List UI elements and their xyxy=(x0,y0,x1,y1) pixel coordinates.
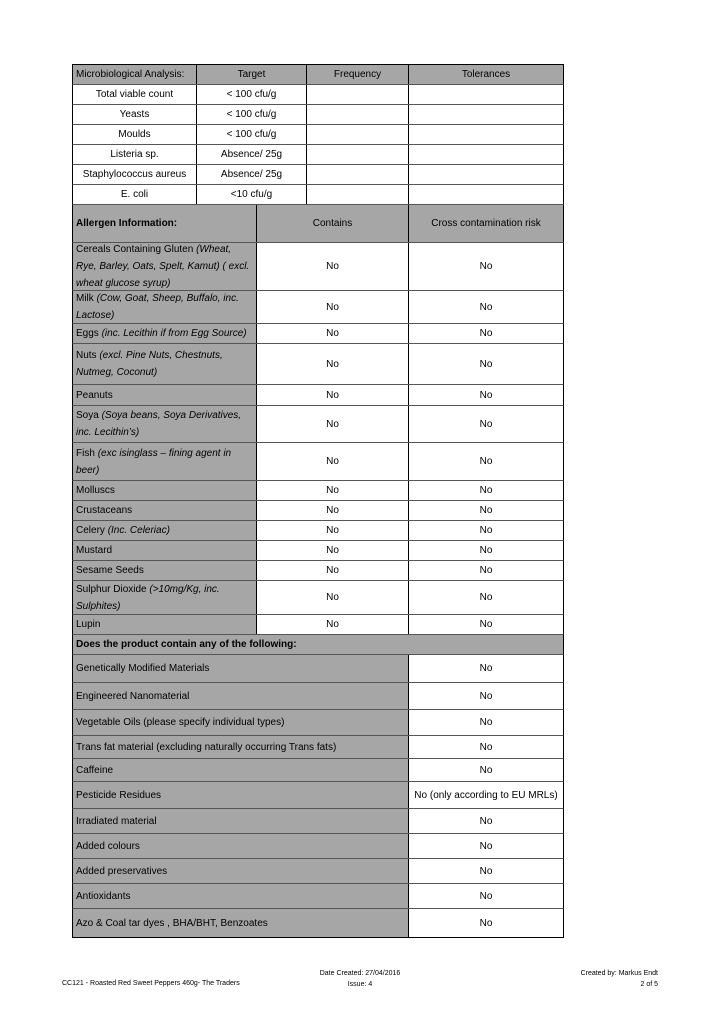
allergen-risk: No xyxy=(408,385,563,405)
allergen-name: Lupin xyxy=(73,615,256,634)
allergen-row xyxy=(72,561,564,581)
product-label: Caffeine xyxy=(73,759,408,781)
allergen-row xyxy=(72,481,564,501)
micro-target: < 100 cfu/g xyxy=(196,125,306,144)
allergen-name: Mustard xyxy=(73,541,256,560)
allergen-contains: No xyxy=(256,443,408,480)
micro-tolerance xyxy=(408,105,563,124)
micro-header-row xyxy=(72,64,564,85)
product-value: No xyxy=(408,809,563,833)
allergen-name: Eggs (inc. Lecithin if from Egg Source) xyxy=(73,324,256,343)
allergen-contains: No xyxy=(256,521,408,540)
micro-frequency xyxy=(306,105,408,124)
allergen-header-risk: Cross contamination risk xyxy=(408,205,563,242)
product-label: Antioxidants xyxy=(73,884,408,908)
micro-frequency xyxy=(306,125,408,144)
micro-name: Listeria sp. xyxy=(110,149,159,160)
product-label: Pesticide Residues xyxy=(73,782,408,808)
product-value: No xyxy=(408,655,563,682)
allergen-row xyxy=(72,615,564,635)
micro-header-target: Target xyxy=(196,65,306,84)
micro-target: < 100 cfu/g xyxy=(196,85,306,104)
allergen-name: Peanuts xyxy=(73,385,256,405)
micro-frequency xyxy=(306,85,408,104)
product-row xyxy=(72,655,564,683)
micro-tolerance xyxy=(408,165,563,184)
micro-name: E. coli xyxy=(120,189,149,200)
allergen-name: Sulphur Dioxide (>10mg/Kg, inc. Sulphites) xyxy=(73,581,256,614)
product-row xyxy=(72,884,564,909)
micro-target: Absence/ 25g xyxy=(196,145,306,164)
allergen-contains: No xyxy=(256,406,408,442)
allergen-name: Nuts (excl. Pine Nuts, Chestnuts, Nutmeg, Coconut) xyxy=(73,344,256,384)
allergen-header-row xyxy=(72,205,564,243)
product-row xyxy=(72,736,564,759)
allergen-risk: No xyxy=(408,521,563,540)
allergen-contains: No xyxy=(256,615,408,634)
product-row xyxy=(72,710,564,736)
micro-name: Staphylococcus aureus xyxy=(82,169,187,180)
allergen-name: Celery (Inc. Celeriac) xyxy=(73,521,256,540)
micro-row xyxy=(72,105,564,125)
micro-header-tolerances: Tolerances xyxy=(408,65,563,84)
product-label: Irradiated material xyxy=(73,809,408,833)
product-row xyxy=(72,859,564,884)
micro-row xyxy=(72,125,564,145)
product-label: Vegetable Oils (please specify individual types) xyxy=(73,710,408,735)
allergen-risk: No xyxy=(408,324,563,343)
product-value: No xyxy=(408,683,563,709)
allergen-contains: No xyxy=(256,541,408,560)
micro-target: Absence/ 25g xyxy=(196,165,306,184)
allergen-contains: No xyxy=(256,501,408,520)
allergen-header-label: Allergen Information: xyxy=(76,218,178,229)
spec-table xyxy=(72,64,564,938)
allergen-contains: No xyxy=(256,385,408,405)
allergen-contains: No xyxy=(256,243,408,290)
micro-header-label: Microbiological Analysis: xyxy=(76,69,185,80)
allergen-contains: No xyxy=(256,581,408,614)
product-label: Added colours xyxy=(73,834,408,858)
allergen-row xyxy=(72,344,564,385)
allergen-risk: No xyxy=(408,344,563,384)
product-label: Azo & Coal tar dyes , BHA/BHT, Benzoates xyxy=(73,909,408,937)
allergen-risk: No xyxy=(408,501,563,520)
allergen-row xyxy=(72,443,564,481)
allergen-risk: No xyxy=(408,581,563,614)
allergen-name: Cereals Containing Gluten (Wheat, Rye, Barley, Oats, Spelt, Kamut) ( excl. wheat glucose syrup) xyxy=(73,243,256,290)
product-value: No xyxy=(408,710,563,735)
allergen-row xyxy=(72,581,564,615)
product-heading-row xyxy=(72,635,564,655)
micro-name: Total viable count xyxy=(95,89,174,100)
product-value: No xyxy=(408,884,563,908)
allergen-contains: No xyxy=(256,481,408,500)
allergen-name: Crustaceans xyxy=(73,501,256,520)
product-row xyxy=(72,834,564,859)
allergen-name: Fish (exc isinglass – fining agent in beer) xyxy=(73,443,256,480)
allergen-contains: No xyxy=(256,291,408,323)
micro-tolerance xyxy=(408,145,563,164)
micro-tolerance xyxy=(408,85,563,104)
micro-name: Yeasts xyxy=(119,109,150,120)
product-value: No xyxy=(408,909,563,937)
allergen-risk: No xyxy=(408,615,563,634)
allergen-row xyxy=(72,324,564,344)
product-label: Trans fat material (excluding naturally occurring Trans fats) xyxy=(73,736,408,758)
allergen-row xyxy=(72,501,564,521)
product-value: No (only according to EU MRLs) xyxy=(408,782,563,808)
allergen-row xyxy=(72,406,564,443)
allergen-contains: No xyxy=(256,561,408,580)
footer-issue: Issue: 4 xyxy=(347,981,373,988)
micro-header-frequency: Frequency xyxy=(306,65,408,84)
allergen-risk: No xyxy=(408,443,563,480)
product-row xyxy=(72,782,564,809)
allergen-risk: No xyxy=(408,291,563,323)
micro-tolerance xyxy=(408,185,563,204)
allergen-risk: No xyxy=(408,481,563,500)
allergen-row xyxy=(72,541,564,561)
allergen-name: Sesame Seeds xyxy=(73,561,256,580)
product-row xyxy=(72,683,564,710)
product-heading: Does the product contain any of the following: xyxy=(76,639,297,650)
footer-created-by: Created by: Markus Endt xyxy=(580,970,658,977)
product-row xyxy=(72,809,564,834)
allergen-row xyxy=(72,243,564,291)
product-label: Genetically Modified Materials xyxy=(73,655,408,682)
allergen-risk: No xyxy=(408,406,563,442)
product-value: No xyxy=(408,759,563,781)
allergen-row xyxy=(72,385,564,406)
product-row xyxy=(72,759,564,782)
allergen-risk: No xyxy=(408,541,563,560)
allergen-contains: No xyxy=(256,324,408,343)
footer-date-created: Date Created: 27/04/2016 xyxy=(319,970,401,977)
micro-row xyxy=(72,85,564,105)
micro-row xyxy=(72,165,564,185)
micro-tolerance xyxy=(408,125,563,144)
micro-frequency xyxy=(306,145,408,164)
micro-row xyxy=(72,185,564,205)
product-label: Added preservatives xyxy=(73,859,408,883)
footer-document-name: CC121 - Roasted Red Sweet Peppers 460g- The Traders xyxy=(62,980,240,987)
allergen-row xyxy=(72,291,564,324)
product-value: No xyxy=(408,736,563,758)
allergen-name: Milk (Cow, Goat, Sheep, Buffalo, inc. Lactose) xyxy=(73,291,256,323)
micro-frequency xyxy=(306,185,408,204)
footer-page-number: 2 of 5 xyxy=(640,981,658,988)
micro-target: < 100 cfu/g xyxy=(196,105,306,124)
micro-frequency xyxy=(306,165,408,184)
micro-row xyxy=(72,145,564,165)
allergen-name: Soya (Soya beans, Soya Derivatives, inc. Lecithin’s) xyxy=(73,406,256,442)
allergen-risk: No xyxy=(408,243,563,290)
product-row xyxy=(72,909,564,938)
allergen-risk: No xyxy=(408,561,563,580)
product-value: No xyxy=(408,834,563,858)
micro-name: Moulds xyxy=(118,129,151,140)
micro-target: <10 cfu/g xyxy=(196,185,306,204)
allergen-name: Molluscs xyxy=(73,481,256,500)
product-value: No xyxy=(408,859,563,883)
product-label: Engineered Nanomaterial xyxy=(73,683,408,709)
allergen-row xyxy=(72,521,564,541)
allergen-contains: No xyxy=(256,344,408,384)
allergen-header-contains: Contains xyxy=(256,205,408,242)
